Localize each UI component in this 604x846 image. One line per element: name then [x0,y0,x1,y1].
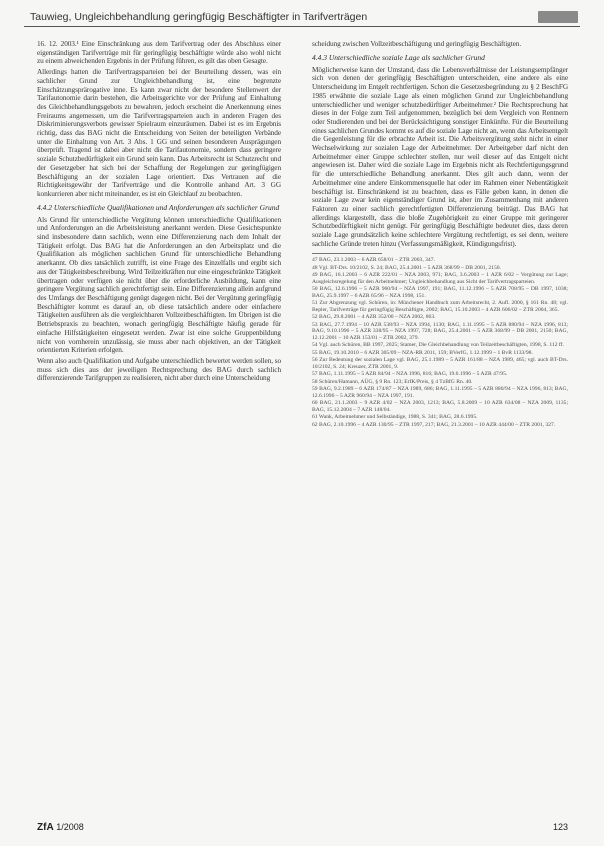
paragraph: Allerdings hatten die Tarifvertragsparteien bei der Beurteilung dessen, was ein sachlicher Grund zur Ungleichbehandlung ist, eine begrenzte Einschätzungsprärogative inne. Es kann zwar nicht der besondere Stellenwert der Tarifautonomie darin bestehen, die Arbeitsgerichte vor der Prüfung auf Einhaltung des Gleichbehandlungsgebots zu bewahren, jedoch erscheint die Anerkennung eines Freiraums angemessen, um die Tarifvertragsparteien auch in anderen Fragen des Diskriminierungsverbots gewisser Spielraum einzuräumen. Dabei ist es im Ergebnis richtig, dass das BAG nicht die Entscheidung von Seiten der beteiligten Verbände unter die Einhaltung von Art. 3 Abs. 1 GG und seinen besonderen Ausprägungen überprüft. Tragend ist dabei aber nicht die Tarifautonomie, sondern dass geringere soziale Schutzbedürftigkeit ein Grund sein kann. Das Arbeitsrecht ist Schutzrecht und der Gesetzgeber hat sich bei der Schaffung der Regelungen zur geringfügigen Beschäftigung an der sozialen Lage orientiert. Das Vertrauen auf die Richtigkeitsgewähr der Tarifverträge und die Kontrolle anhand Art. 3 GG konkurrieren aber nicht miteinander, es ist ein Gleichlauf zu beobachten. [37,67,281,198]
footnote: 54 Vgl. auch Schüren, BB 1997, 2025; Stamer, Die Gleichbehandlung von Teilzeitbeschäftigten, 1998, S. 112 ff. [312,342,564,349]
section-heading: 4.4.2 Unterschiedliche Qualifikationen und Anforderungen als sachlicher Grund [37,202,280,212]
issue-number: 1/2008 [56,822,84,832]
footnote: 53 BAG, 27.7.1994 – 10 AZR 538/93 – NZA 1994, 1130; BAG, 1.11.1995 – 5 AZR 880/94 – NZA 1996, 813; BAG, 9.10.1996 – 5 AZR 338/95 – NZA 1997, 728; BAG, 25.4.2001 – 5 AZR 368/99 – DB 2001, 2150; BAG, 12.12.2001 – 10 AZR 153/01 – ZTR 2002, 379. [312,321,568,341]
running-header [24,10,580,27]
footnote: 56 Zur Bedeutung der sozialen Lage vgl. BAG, 25.1.1989 – 5 AZR 161/88 – NZA 1989, 465; vgl. auch BT-Drs. 10/2102, S. 24; Kreuzer, ZTR 2001, 9. [312,357,568,370]
footnote: 57 BAG, 1.11.1995 – 5 AZR 84/94 – NZA 1996, 816; BAG, 19.6.1996 – 5 AZR 47/95. [312,371,508,378]
footnote: 61 Wank, Arbeitnehmer und Selbständige, 1988, S. 341; BAG, 28.6.1995. [312,414,478,421]
paragraph: Wenn also auch Qualifikation und Aufgabe unterschiedlich bewertet werden sollen, so muss sich dies aus der jeweiligen Rechtsprechung des BAG durch sachlich differenzierende Tarifgruppen zu realisieren, nicht aber durch eine Unterscheidung [37,355,281,383]
right-column [312,40,568,429]
footnote: 62 BAG, 2.10.1996 – 4 AZR 130/95 – ZTR 1997, 217; BAG, 21.3.2001 – 10 AZR 444/00 – ZTR 2001, 327. [312,421,556,428]
footnote: 59 BAG, 9.2.1989 – 6 AZR 174/87 – NZA 1989, 686; BAG, 1.11.1995 – 5 AZR 880/94 – NZA 1996, 813; BAG, 12.6.1996 – 5 AZR 960/94 – NZA 1997, 191. [312,386,568,399]
footnote: 47 BAG, 23.1.2003 – 6 AZR 658/01 – ZTR 2003, 347. [312,257,435,264]
left-column [37,40,281,385]
footnote: 55 BAG, 19.10.2010 – 6 AZR 305/09 – NZA-RR 2011, 159; BVerfG, 1.12.1999 – 1 BvR 1133/98. [312,349,533,356]
footnote: 49 BAG, 16.1.2003 – 6 AZR 222/01 – NZA 2003, 971; BAG, 3.6.2003 – 1 AZR 6/02 – Vergütung zur Lage; Ausgleichsregelung für den Arbeitnehmer; Ungleichbehandlung aus Sicht der Tarifvertragsparteien. [312,272,568,285]
footnote: 48 Vgl. BT-Drs. 10/2102, S. 24; BAG, 25.4.2001 – 5 AZR 368/99 – DB 2001, 2150. [312,264,501,271]
footnote: 60 BAG, 21.1.2003 – 9 AZR 4/02 – NZA 2003, 1213; BAG, 5.8.2009 – 10 AZR 634/08 – NZA 2009, 1135; BAG, 15.12.2004 – 7 AZR 148/04. [312,400,568,413]
header-title: Tauwieg, Ungleichbehandlung geringfügig Beschäftigter in Tarifverträgen [30,11,368,23]
footnote: 52 BAG, 29.8.2001 – 4 AZR 352/00 – NZA 2002, 863. [312,314,436,321]
footnote: 51 Zur Abgrenzung vgl. Schüren, in: Münchener Handbuch zum Arbeitsrecht, 2. Aufl. 2000, § 161 Rn. 48; vgl. Bepler, Tarifverträge für geringfügig Beschäftigte, 2002; BAG, 15.10.2003 – 4 AZR 606/02 – ZTR 2004, 365. [312,300,568,313]
paragraph: scheidung zwischen Vollzeitbeschäftigung und geringfügig Beschäftigten. [312,39,522,48]
journal-name: ZfA [37,822,54,833]
footnote: 50 BAG, 12.6.1996 – 5 AZR 960/94 – NZA 1997, 191; BAG, 11.12.1996 – 5 AZR 708/95 – DB 1997, 1038; BAG, 25.9.1997 – 6 AZR 65/96 – NZA 1998, 151. [312,286,568,299]
page-footer [37,822,568,836]
paragraph: Als Grund für unterschiedliche Vergütung können unterschiedliche Qualifikationen und Anforderungen an die Arbeitsleistung anerkannt werden. Diese Gesichtspunkte sind insbesondere dann sachlich, wenn eine Differenzierung nach dem Inhalt der Tätigkeit erfolgt. Das BAG hat die Anforderungen an den Arbeitsplatz und die Qualifikation als möglichen sachlichen Grund für unterschiedliche Behandlung anerkannt. Ob dies tatsächlich zutrifft, ist eine Frage des Einzelfalls und ergibt sich aus der Tätigkeitsbeschreibung. Wird Teilzeitkräften nur eine eingeschränkte Tätigkeit übertragen oder verfügen sie nicht über die erforderliche Ausbildung, kann eine geringere Vergütung sachlich gerechtfertigt sein. Eine Differenzierung allein aufgrund des Umfangs der Beschäftigung genügt dagegen nicht. Bei der Vergütung geringfügig Beschäftigter kommt es darauf an, ob diese tatsächlich andere oder einfachere Tätigkeiten ausführen als die vergleichbaren Vollzeitbeschäftigten. Im Übrigen ist die Betriebspraxis zu beachten, wonach geringfügig Beschäftigte häufig gerade für einfache Hilfstätigkeiten eingesetzt werden. Zwar ist eine solche Gruppenbildung nicht von vornherein unzulässig, sie muss aber nach objektiven, an der Tätigkeit orientierten Kriterien erfolgen. [37,214,281,355]
footnotes [312,257,568,428]
journal-info [37,822,84,833]
footnote: 58 Schüren/Hamann, AÜG, § 9 Rn. 123; ErfK/Preis, § 4 TzBfG Rn. 40. [312,378,473,385]
page-number: 123 [552,822,568,832]
footnote-divider [312,253,382,254]
section-heading: 4.4.3 Unterschiedliche soziale Lage als sachlicher Grund [312,52,485,62]
paragraph: Möglicherweise kann der Umstand, dass die Lebensverhältnisse der Leistungsempfänger sich von denen der geringfügig Beschäftigten unterscheiden, eine andere als eine Unterscheidung im Entgelt rechtfertigen. Schon die Gesetzesbegründung zu § 2 BeschFG 1985 erwähnte die soziale Lage als einen möglichen Grund zur Ungleichbehandlung unterschiedlicher und weniger schutzbedürftiger Arbeitnehmer.² Die Rechtsprechung hat dieses in der Folge zum Teil aufgenommen, bezüglich bei dem Vergleich von Rentnern oder Studierenden und bei der Berücksichtigung sonstiger Einkünfte. Für die Beurteilung eines sachlichen Grundes kommt es auf die soziale Lage nicht an, wenn das Arbeitsentgelt die Gegenleistung für die erbrachte Arbeit ist. Die Arbeitsvergütung steht nicht in einer Wechselwirkung zur sozialen Lage der Arbeitnehmer. Der Arbeitgeber darf nicht den Arbeitnehmer einer Gruppe schlechter stellen, nur weil dieser auf das Entgelt nicht angewiesen ist. Daher wird die soziale Lage im Ergebnis nicht als Rechtfertigungsgrund für die unterschiedliche Behandlung anerkannt. Dies gilt auch dann, wenn der Arbeitnehmer eine andere Einkommensquelle hat oder im Rahmen einer Nebentätigkeit beschäftigt ist. Einschränkend ist zu beachten, dass es Fälle geben kann, in denen die soziale Lage zwar kein eigenständiger Grund ist, aber im Zusammenhang mit anderen Faktoren zu einer sachlich gerechtfertigten Differenzierung beiträgt. Das BAG hat allerdings klargestellt, dass die bloße Zugehörigkeit zu einer Gruppe mit geringerer Schutzbedürftigkeit nicht genügt. Für geringfügig Beschäftigte bedeutet dies, dass deren soziale Lage grundsätzlich keine schlechtere Vergütung rechtfertigt, es sei denn, weitere sachliche Gründe treten hinzu (Verfassungsmäßigkeit, Kündigungsfrist). [312,64,568,248]
section-badge [538,11,578,23]
paragraph: 16. 12. 2003.¹ Eine Einschränkung aus dem Tarifvertrag oder des Abschluss einer eigenständigen Tarifverträge mit für geringfügig beschäftigte würde also wohl nicht zu einem abweichenden Ergebnis in der Prüfung führen, es gilt das oben Gesagte. [37,39,281,66]
